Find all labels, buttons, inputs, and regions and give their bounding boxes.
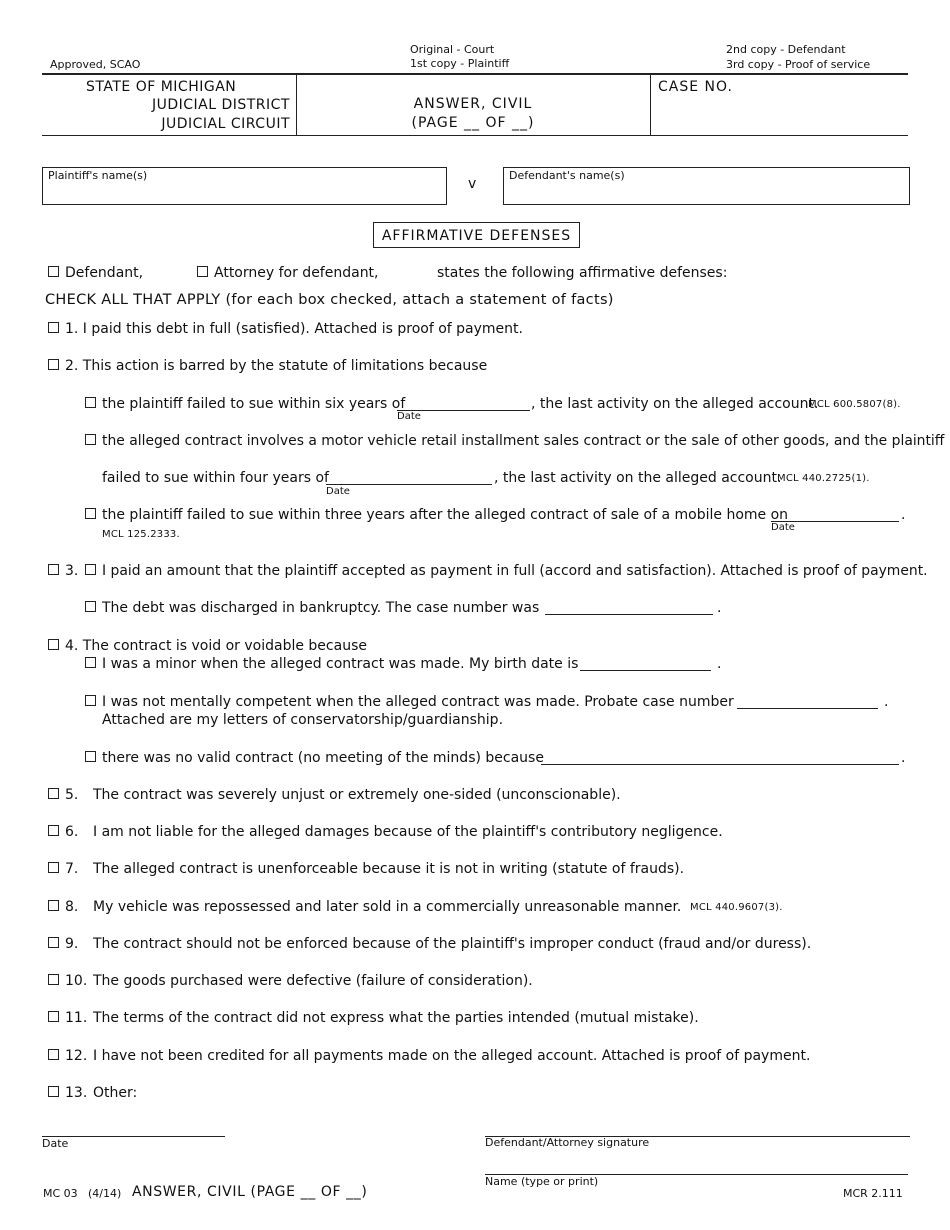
item-7-checkbox[interactable] [48, 862, 59, 873]
item-6-checkbox[interactable] [48, 825, 59, 836]
versus-label: v [468, 176, 477, 192]
circuit-label: JUDICIAL CIRCUIT [161, 116, 290, 132]
item-4-text: 4. The contract is void or voidable because [65, 638, 367, 654]
item-3b-period: . [717, 600, 722, 616]
item-4a-checkbox[interactable] [85, 657, 96, 668]
item-6-text: I am not liable for the alleged damages because of the plaintiff's contributory negligence. [93, 824, 723, 840]
approved-label: Approved, SCAO [50, 58, 141, 71]
item-13-number: 13. [65, 1085, 88, 1101]
item-13-text: Other: [93, 1085, 138, 1101]
item-4a-period: . [717, 656, 722, 672]
item-5-text: The contract was severely unjust or extremely one-sided (unconscionable). [93, 787, 621, 803]
item-2c-period: . [901, 507, 906, 523]
item-2a-text: the plaintiff failed to sue within six years of [102, 396, 406, 412]
attorney-label: Attorney for defendant, [214, 265, 379, 281]
item-6-number: 6. [65, 824, 79, 840]
item-5-checkbox[interactable] [48, 788, 59, 799]
signature-date-label: Date [42, 1137, 69, 1150]
section-title: AFFIRMATIVE DEFENSES [381, 228, 572, 244]
attorney-checkbox[interactable] [197, 266, 208, 277]
item-3b-text: The debt was discharged in bankruptcy. The case number was [102, 600, 540, 616]
footer-form-number: MC 03 [43, 1187, 78, 1200]
item-2c-mcl: MCL 125.2333. [102, 529, 180, 540]
item-2b-tail: , the last activity on the alleged account. [494, 470, 782, 486]
item-2c-text: the plaintiff failed to sue within three years after the alleged contract of sale of a mobile home on [102, 507, 789, 523]
item-10-text: The goods purchased were defective (failure of consideration). [93, 973, 533, 989]
item-7-text: The alleged contract is unenforceable because it is not in writing (statute of frauds). [93, 861, 685, 877]
defendant-name-field[interactable] [503, 167, 910, 205]
item-3b-case-number-field[interactable] [545, 614, 713, 615]
item-4b-text-line2: Attached are my letters of conservatorship/guardianship. [102, 712, 504, 728]
item-2-checkbox[interactable] [48, 359, 59, 370]
item-11-text: The terms of the contract did not express what the parties intended (mutual mistake). [93, 1010, 699, 1026]
item-3-number: 3. [65, 563, 79, 579]
item-11-checkbox[interactable] [48, 1011, 59, 1022]
item-3a-checkbox[interactable] [85, 564, 96, 575]
defendant-label: Defendant, [65, 265, 144, 281]
item-4c-text: there was no valid contract (no meeting of the minds) because [102, 750, 544, 766]
item-4c-period: . [901, 750, 906, 766]
case-no-field[interactable] [656, 96, 904, 132]
item-2b-text-line2: failed to sue within four years of [102, 470, 329, 486]
item-13-checkbox[interactable] [48, 1086, 59, 1097]
item-4b-period: . [884, 694, 889, 710]
item-8-text: My vehicle was repossessed and later sold in a commercially unreasonable manner. [93, 899, 682, 915]
item-4c-checkbox[interactable] [85, 751, 96, 762]
item-3-checkbox[interactable] [48, 564, 59, 575]
section-title-box [373, 222, 580, 248]
footer-revision: (4/14) [88, 1187, 122, 1200]
item-2b-text-line1: the alleged contract involves a motor vehicle retail installment sales contract or the sale of other goods, and the plaintiff [102, 433, 945, 449]
item-2c-checkbox[interactable] [85, 508, 96, 519]
item-8-checkbox[interactable] [48, 900, 59, 911]
item-4b-text-line1: I was not mentally competent when the alleged contract was made. Probate case number [102, 694, 734, 710]
item-2b-checkbox[interactable] [85, 434, 96, 445]
plaintiff-name-field[interactable] [42, 167, 447, 205]
copy-defendant: 2nd copy - Defendant [726, 43, 846, 56]
item-9-text: The contract should not be enforced because of the plaintiff's improper conduct (fraud and/or duress). [93, 936, 812, 952]
item-5-number: 5. [65, 787, 79, 803]
item-12-checkbox[interactable] [48, 1049, 59, 1060]
case-no-label: CASE NO. [658, 79, 733, 95]
item-8-number: 8. [65, 899, 79, 915]
copy-plaintiff: 1st copy - Plaintiff [410, 57, 510, 70]
item-9-number: 9. [65, 936, 79, 952]
states-label: states the following affirmative defenses: [437, 265, 728, 281]
item-12-text: I have not been credited for all payments made on the alleged account. Attached is proof of payment. [93, 1048, 811, 1064]
item-10-number: 10. [65, 973, 88, 989]
state-label: STATE OF MICHIGAN [86, 79, 237, 95]
item-3b-checkbox[interactable] [85, 601, 96, 612]
item-10-checkbox[interactable] [48, 974, 59, 985]
item-2b-date-field[interactable] [326, 484, 492, 485]
item-4c-reason-field[interactable] [541, 764, 899, 765]
item-2a-mcl: MCL 600.5807(8). [808, 399, 901, 410]
footer-title: ANSWER, CIVIL (PAGE __ OF __) [132, 1184, 368, 1200]
item-4b-checkbox[interactable] [85, 695, 96, 706]
item-1-checkbox[interactable] [48, 322, 59, 333]
item-2b-mcl: MCL 440.2725(1). [777, 473, 870, 484]
item-4-checkbox[interactable] [48, 639, 59, 650]
item-2a-date-label: Date [397, 411, 421, 422]
item-4a-birth-date-field[interactable] [580, 670, 711, 671]
header-bottom-rule [42, 135, 908, 136]
signature-label: Defendant/Attorney signature [485, 1136, 650, 1149]
district-label: JUDICIAL DISTRICT [151, 97, 290, 113]
defendant-name-label: Defendant's name(s) [509, 169, 625, 182]
copy-original: Original - Court [410, 43, 495, 56]
item-4a-text: I was a minor when the alleged contract was made. My birth date is [102, 656, 579, 672]
item-2-text: 2. This action is barred by the statute of limitations because [65, 358, 488, 374]
item-1-text: 1. I paid this debt in full (satisfied). Attached is proof of payment. [65, 321, 523, 337]
item-2c-date-label: Date [771, 522, 795, 533]
defendant-checkbox[interactable] [48, 266, 59, 277]
item-2a-checkbox[interactable] [85, 397, 96, 408]
check-all-instruction: CHECK ALL THAT APPLY (for each box checked, attach a statement of facts) [45, 292, 614, 308]
form-title: ANSWER, CIVIL [413, 96, 533, 112]
plaintiff-name-label: Plaintiff's name(s) [48, 169, 148, 182]
item-11-number: 11. [65, 1010, 88, 1026]
item-8-mcl: MCL 440.9607(3). [690, 902, 783, 913]
signature-date-field[interactable] [42, 1136, 225, 1137]
item-12-number: 12. [65, 1048, 88, 1064]
item-7-number: 7. [65, 861, 79, 877]
item-4b-probate-case-field[interactable] [737, 708, 878, 709]
item-9-checkbox[interactable] [48, 937, 59, 948]
printed-name-label: Name (type or print) [485, 1175, 599, 1188]
item-3a-text: I paid an amount that the plaintiff accepted as payment in full (accord and satisfaction). Attached is proof of payment. [102, 563, 928, 579]
header-top-rule [42, 73, 908, 75]
header-divider-right [650, 74, 651, 135]
footer-rule: MCR 2.111 [843, 1187, 903, 1200]
item-2b-date-label: Date [326, 486, 350, 497]
item-2a-tail: , the last activity on the alleged account. [531, 396, 819, 412]
form-page: (PAGE __ OF __) [411, 115, 535, 131]
copy-proof: 3rd copy - Proof of service [726, 58, 871, 71]
